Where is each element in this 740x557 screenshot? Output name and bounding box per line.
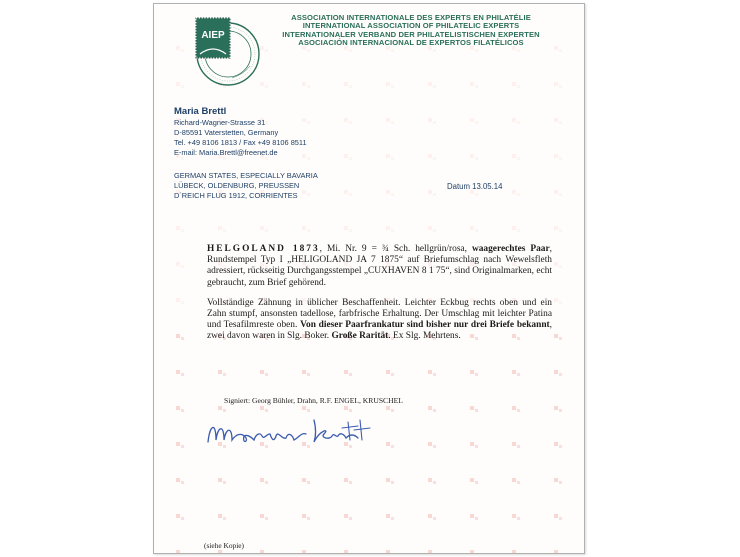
grid-mark [176, 298, 184, 304]
grid-mark [386, 82, 394, 88]
grid-mark [470, 370, 478, 376]
condition-text: . Ex Slg. Mehrtens. [388, 331, 461, 342]
description-text: , Mi. Nr. 9 = ¾ Sch. hellgrün/rosa, [319, 244, 472, 254]
grid-mark [470, 118, 478, 124]
expert-email: E-mail: Maria.Brettl@freenet.de [174, 148, 278, 157]
grid-mark [176, 370, 184, 376]
grid-mark [554, 190, 562, 196]
grid-mark [428, 82, 436, 88]
grid-mark [176, 406, 184, 412]
grid-mark [428, 478, 436, 484]
grid-mark [176, 478, 184, 484]
grid-mark [428, 226, 436, 232]
association-line-fr: ASSOCIATION INTERNATIONALE DES EXPERTS EN PHILATÉLIE [291, 13, 531, 22]
grid-mark [554, 514, 562, 520]
grid-mark [176, 550, 184, 553]
condition-text: Vollständige Zähnung in üblicher Beschaffenheit. Leichter Eckbug rechts oben und ein Zahn stumpf, ansonsten tadellose, farbfrische Erhaltung. Der Umschlag mit leichter Patina und Tesafilmreste oben. [207, 297, 552, 331]
grid-mark [218, 478, 226, 484]
grid-mark [344, 154, 352, 160]
grid-mark [302, 226, 310, 232]
grid-mark [386, 370, 394, 376]
grid-mark [218, 550, 226, 553]
certificate-date: Datum 13.05.14 [447, 182, 503, 191]
grid-mark [386, 118, 394, 124]
grid-mark [344, 118, 352, 124]
grid-mark [428, 442, 436, 448]
grid-mark [344, 370, 352, 376]
grid-mark [428, 514, 436, 520]
grid-mark [512, 82, 520, 88]
grid-mark [218, 226, 226, 232]
grid-mark [386, 442, 394, 448]
grid-mark [554, 118, 562, 124]
grid-mark [176, 46, 184, 52]
grid-mark [554, 262, 562, 268]
grid-mark [470, 478, 478, 484]
grid-mark [554, 154, 562, 160]
condition-text: , zwei davon waren in Slg. Boker. [207, 320, 552, 342]
grid-mark [512, 118, 520, 124]
rarity-label: Große Rarität [331, 331, 389, 342]
grid-mark [512, 478, 520, 484]
grid-mark [344, 550, 352, 553]
grid-mark [470, 154, 478, 160]
grid-mark [428, 370, 436, 376]
description-paragraph [207, 244, 552, 289]
grid-mark [554, 298, 562, 304]
grid-mark [470, 514, 478, 520]
condition-bold: Von dieser Paarfrankatur sind bisher nur drei Briefe bekannt [300, 320, 550, 331]
expert-contact [174, 106, 307, 158]
grid-mark [554, 226, 562, 232]
stamp-title: HELGOLAND 1873 [207, 244, 320, 254]
grid-mark [260, 550, 268, 553]
grid-mark [176, 514, 184, 520]
grid-mark [512, 406, 520, 412]
expert-address-street: Richard-Wagner-Strasse 31 [174, 118, 266, 127]
grid-mark [176, 226, 184, 232]
association-line-es: ASOCIACIÓN INTERNACIONAL DE EXPERTOS FILATÉLICOS [298, 38, 524, 48]
grid-mark [218, 370, 226, 376]
grid-mark [386, 154, 394, 160]
grid-mark [344, 82, 352, 88]
grid-mark [260, 370, 268, 376]
expert-address-city: D-85591 Vaterstetten, Germany [174, 128, 279, 137]
grid-mark [302, 478, 310, 484]
grid-mark [386, 514, 394, 520]
grid-mark [428, 406, 436, 412]
grid-mark [470, 442, 478, 448]
grid-mark [386, 478, 394, 484]
grid-mark [260, 226, 268, 232]
grid-mark [428, 118, 436, 124]
grid-mark [302, 82, 310, 88]
grid-mark [470, 82, 478, 88]
grid-mark [512, 514, 520, 520]
grid-mark [470, 550, 478, 553]
grid-mark [176, 82, 184, 88]
certificate-sheet [153, 3, 585, 554]
logo-text: AIEP [201, 30, 225, 41]
grid-mark [554, 442, 562, 448]
grid-mark [470, 226, 478, 232]
grid-mark [302, 550, 310, 553]
description-text: , Rundstempel Typ I „HELIGOLAND JA 7 1875“ auf Briefumschlag nach Wewelsfleth adressiert, rückseitig Durchgangsstempel „CUXHAVEN 8 1 75“, sind Originalmarken, echt gebraucht, zum Brief gehörend. [207, 244, 552, 288]
grid-mark [344, 190, 352, 196]
association-line-de: INTERNATIONALER VERBAND DER PHILATELISTISCHEN EXPERTEN [282, 29, 540, 39]
expert-name: Maria Brettl [174, 106, 227, 117]
grid-mark [176, 262, 184, 268]
condition-paragraph [207, 298, 552, 343]
expert-specialties [174, 171, 318, 201]
grid-mark [302, 514, 310, 520]
grid-mark [386, 190, 394, 196]
grid-mark [386, 550, 394, 553]
specialty-line: GERMAN STATES, ESPECIALLY BAVARIA [174, 171, 318, 180]
grid-mark [260, 478, 268, 484]
association-names [246, 14, 576, 48]
grid-mark [302, 370, 310, 376]
handwritten-signature [202, 412, 382, 452]
grid-mark [428, 154, 436, 160]
grid-mark [512, 370, 520, 376]
certificate-body [207, 244, 552, 352]
grid-mark [260, 514, 268, 520]
grid-mark [512, 550, 520, 553]
grid-mark [428, 550, 436, 553]
description-bold: waagerechtes Paar [471, 244, 550, 254]
grid-mark [386, 226, 394, 232]
grid-mark [470, 406, 478, 412]
grid-mark [176, 334, 184, 340]
signed-by: Signiert: Georg Bühler, Drahn, R.F. ENGEL, KRUSCHEL [224, 396, 403, 405]
specialty-line: D´REICH FLUG 1912, CORRIENTES [174, 191, 298, 200]
grid-mark [344, 226, 352, 232]
grid-mark [554, 334, 562, 340]
grid-mark [344, 514, 352, 520]
grid-mark [512, 226, 520, 232]
copy-note: (siehe Kopie) [204, 541, 245, 550]
grid-mark [554, 478, 562, 484]
grid-mark [176, 442, 184, 448]
grid-mark [512, 442, 520, 448]
grid-mark [554, 550, 562, 553]
specialty-line: LÜBECK, OLDENBURG, PREUSSEN [174, 181, 300, 190]
expert-phone: Tel. +49 8106 1813 / Fax +49 8106 8511 [174, 138, 307, 147]
grid-mark [554, 82, 562, 88]
grid-mark [554, 406, 562, 412]
grid-mark [554, 370, 562, 376]
association-line-en: INTERNATIONAL ASSOCIATION OF PHILATELIC EXPERTS [302, 21, 520, 31]
grid-mark [344, 478, 352, 484]
grid-mark [218, 514, 226, 520]
grid-mark [512, 190, 520, 196]
grid-mark [428, 190, 436, 196]
grid-mark [512, 154, 520, 160]
grid-mark [386, 406, 394, 412]
